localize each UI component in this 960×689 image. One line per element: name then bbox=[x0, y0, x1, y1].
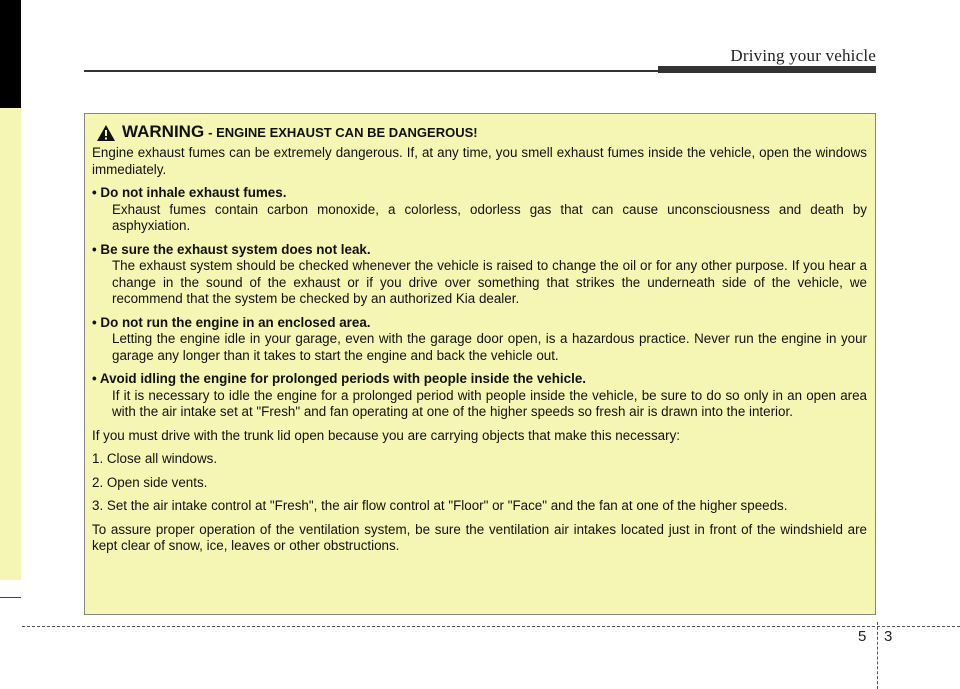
chapter-tab-yellow bbox=[0, 108, 21, 580]
step-item: 1. Close all windows. bbox=[92, 451, 218, 466]
side-rule bbox=[0, 597, 21, 598]
bullet-title: • Do not run the engine in an enclosed area. bbox=[92, 314, 371, 330]
closing-note: To assure proper operation of the ventilation system, be sure the ventilation air intakes located just in front of the windshield are kept clear of snow, ice, leaves or other obstructions. bbox=[92, 521, 867, 553]
section-title: Driving your vehicle bbox=[730, 46, 876, 65]
step-item: 2. Open side vents. bbox=[92, 474, 208, 490]
warning-subtitle: - ENGINE EXHAUST CAN BE DANGEROUS! bbox=[208, 125, 478, 140]
header-rule-accent bbox=[658, 66, 876, 73]
bullet-body: Exhaust fumes contain carbon monoxide, a colorless, odorless gas that can cause unconsciousness and death by asphyxiation. bbox=[112, 201, 867, 233]
bullet-title: • Avoid idling the engine for prolonged periods with people inside the vehicle. bbox=[92, 371, 586, 386]
warning-box bbox=[84, 113, 876, 615]
bullet-title: • Do not inhale exhaust fumes. bbox=[92, 185, 287, 200]
warning-label: WARNING bbox=[122, 122, 205, 141]
footer-rule bbox=[22, 626, 960, 627]
chapter-tab-black bbox=[0, 0, 21, 108]
trunk-intro: If you must drive with the trunk lid open because you are carrying objects that make this necessary: bbox=[92, 427, 680, 443]
bullet-title: • Be sure the exhaust system does not leak. bbox=[92, 241, 371, 257]
page-number: 3 bbox=[884, 628, 893, 645]
chapter-number: 5 bbox=[858, 628, 867, 645]
warning-heading bbox=[96, 124, 867, 142]
warning-intro: Engine exhaust fumes can be extremely dangerous. If, at any time, you smell exhaust fumes inside the vehicle, open the windows immediately. bbox=[92, 145, 867, 177]
bullet-body: If it is necessary to idle the engine for a prolonged period with people inside the vehicle, be sure to do so only in an open area with the air intake set at "Fresh" and fan operating at one of the higher speeds so fresh air is drawn into the interior. bbox=[112, 387, 867, 419]
page-separator bbox=[877, 622, 878, 689]
warning-triangle-icon bbox=[96, 124, 116, 142]
bullet-body: The exhaust system should be checked whenever the vehicle is raised to change the oil or for any other purpose. If you hear a change in the sound of the exhaust or if you drive over something that strikes the underneath side of the vehicle, we recommend that the system be checked by an authorized Kia dealer. bbox=[112, 258, 867, 306]
bullet-body: Letting the engine idle in your garage, even with the garage door open, is a hazardous practice. Never run the engine in your garage any longer than it takes to start the engine and back the vehicle out. bbox=[112, 331, 867, 363]
step-item: 3. Set the air intake control at "Fresh", the air flow control at "Floor" or "Face" and the fan at one of the higher speeds. bbox=[92, 498, 788, 513]
